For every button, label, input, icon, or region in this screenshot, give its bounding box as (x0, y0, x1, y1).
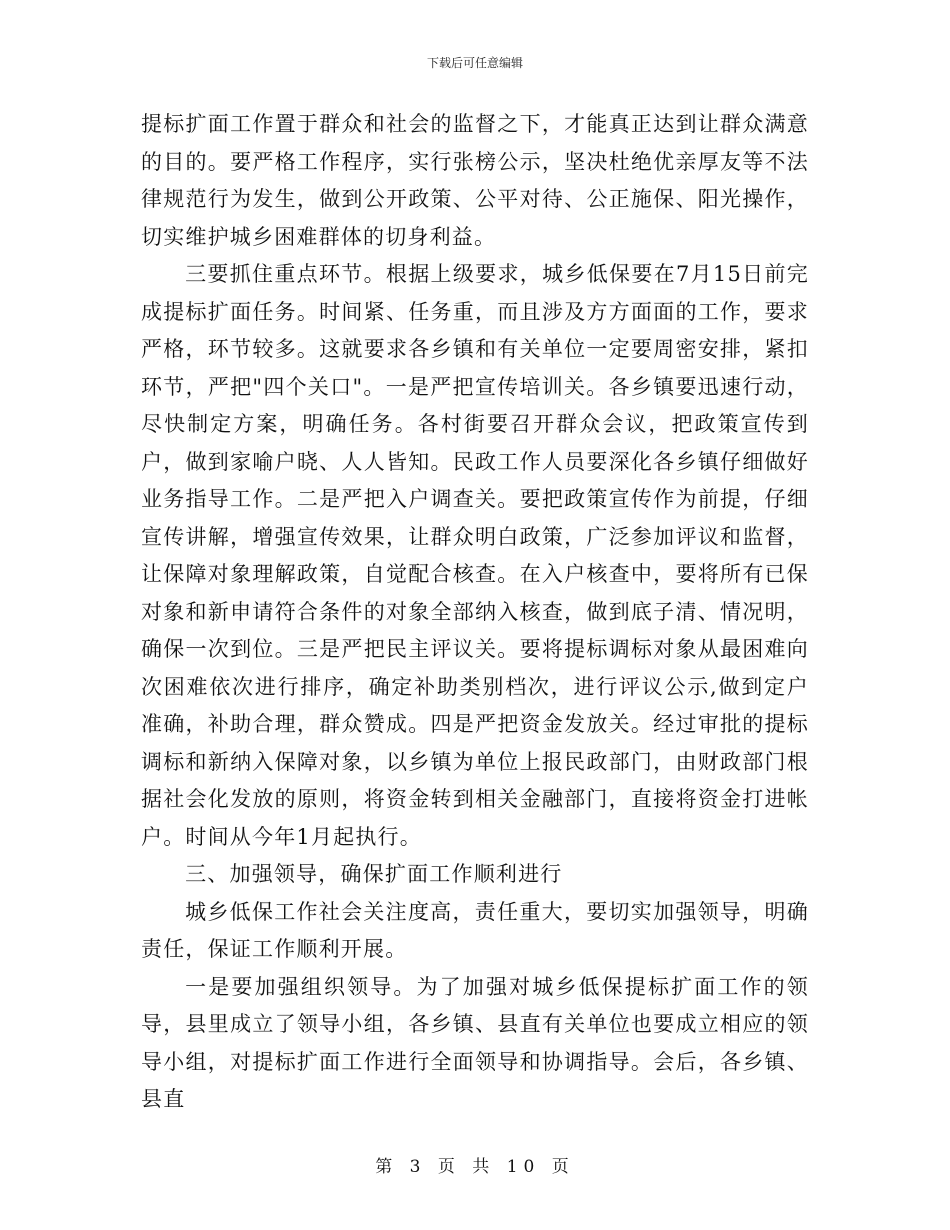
page-number: 第 3 页 共 10 页 (375, 1157, 575, 1177)
paragraph: 提标扩面工作置于群众和社会的监督之下，才能真正达到让群众满意的目的。要严格工作程序，实行张榜公示，坚决杜绝优亲厚友等不法律规范行为发生，做到公开政策、公平对待、公正施保、阳光操作，切实维护城乡困难群体的切身利益。 (141, 112, 809, 249)
section-heading: 三、加强领导，确保扩面工作顺利进行 (185, 862, 563, 886)
paragraph: 城乡低保工作社会关注度高，责任重大，要切实加强领导，明确责任，保证工作顺利开展。 (141, 899, 809, 961)
paragraph: 三要抓住重点环节。根据上级要求，城乡低保要在7月15日前完成提标扩面任务。时间紧、任务重，而且涉及方方面面的工作，要求严格，环节较多。这就要求各乡镇和有关单位一定要周密安排，紧扣环节，严把"四个关口"。一是严把宣传培训关。各乡镇要迅速行动，尽快制定方案，明确任务。各村街要召开群众会议，把政策宣传到户，做到家喻户晓、人人皆知。民政工作人员要深化各乡镇仔细做好业务指导工作。二是严把入户调查关。要把政策宣传作为前提，仔细宣传讲解，增强宣传效果，让群众明白政策，广泛参加评议和监督，让保障对象理解政策，自觉配合核查。在入户核查中，要将所有已保对象和新申请符合条件的对象全部纳入核查，做到底子清、情况明，确保一次到位。三是严把民主评议关。要将提标调标对象从最困难向次困难依次进行排序，确定补助类别档次，进行评议公示,做到定户准确，补助合理，群众赞成。四是严把资金发放关。经过审批的提标调标和新纳入保障对象，以乡镇为单位上报民政部门，由财政部门根据社会化发放的原则，将资金转到相关金融部门，直接将资金打进帐户。时间从今年1月起执行。 (141, 262, 809, 849)
page-header-note: 下载后可任意编辑 (426, 56, 523, 70)
document-body (141, 106, 809, 1119)
paragraph: 一是要加强组织领导。为了加强对城乡低保提标扩面工作的领导，县里成立了领导小组，各乡镇、县直有关单位也要成立相应的领导小组，对提标扩面工作进行全面领导和协调指导。会后，各乡镇、县直 (141, 974, 809, 1111)
